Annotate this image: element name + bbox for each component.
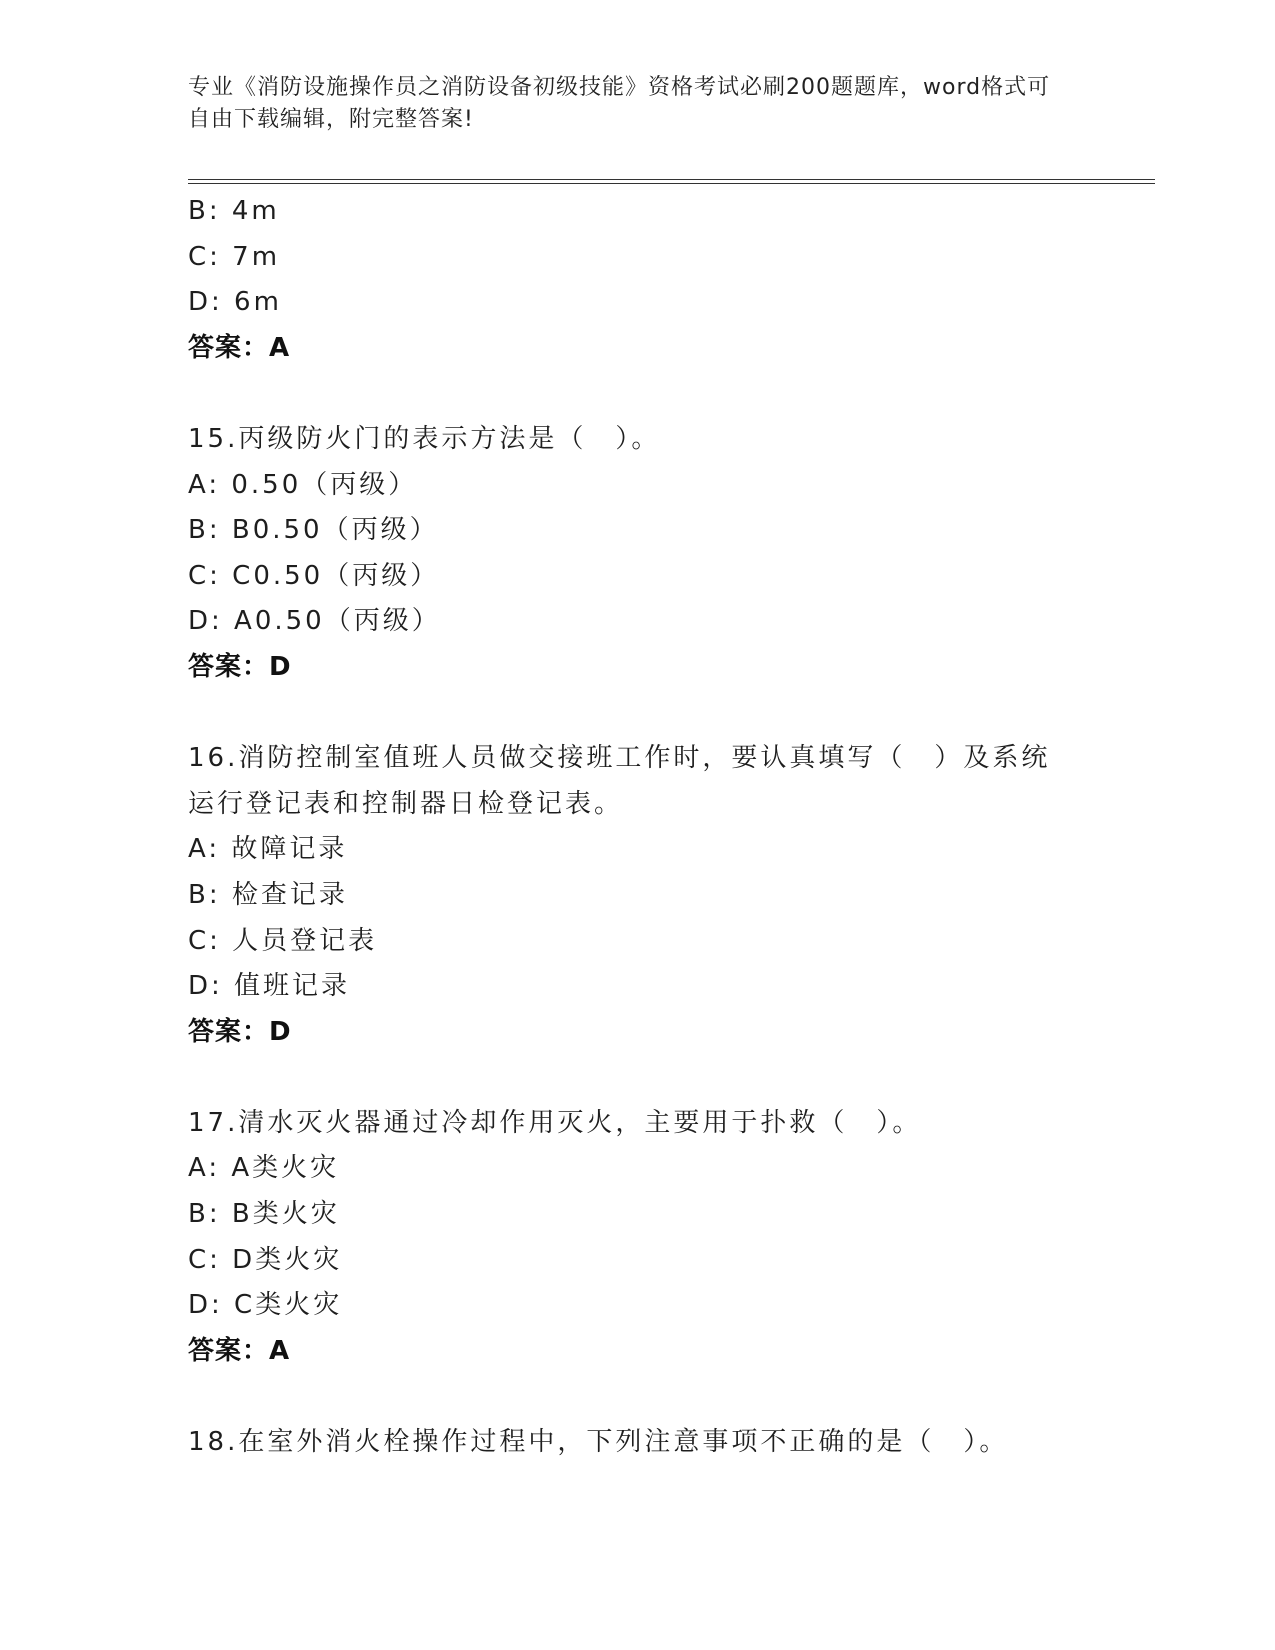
option-d: D: 6m [188, 287, 282, 318]
option-c: C: C0.50（丙级） [188, 560, 440, 591]
option-d: D: 值班记录 [188, 971, 351, 1002]
header-rule-bottom [188, 183, 1155, 184]
answer-line: 答案：D [188, 651, 292, 682]
question-text: 15.丙级防火门的表示方法是（ ）。 [188, 423, 661, 454]
option-b: B: B类火灾 [188, 1199, 340, 1230]
option-b: B: B0.50（丙级） [188, 515, 439, 546]
option-d: D: C类火灾 [188, 1290, 343, 1321]
option-c: C: D类火灾 [188, 1244, 343, 1275]
header-rule-top [188, 179, 1155, 180]
document-header: 专业《消防设施操作员之消防设备初级技能》资格考试必刷200题题库，word格式可自由下载编辑，附完整答案! [188, 75, 1051, 132]
question-text: 16.消防控制室值班人员做交接班工作时，要认真填写（ ）及系统运行登记表和控制器日检登记表。 [188, 743, 1051, 819]
option-b: B: 检查记录 [188, 879, 348, 910]
answer-line: 答案：D [188, 1016, 292, 1047]
option-b: B: 4m [188, 196, 280, 226]
question-text: 17.清水灭火器通过冷却作用灭火，主要用于扑救（ ）。 [188, 1107, 922, 1138]
answer-line: 答案：A [188, 1335, 291, 1366]
answer-line: 答案：A [188, 332, 291, 363]
option-a: A: 0.50（丙级） [188, 469, 418, 500]
option-a: A: 故障记录 [188, 834, 348, 865]
question-text: 18.在室外消火栓操作过程中，下列注意事项不正确的是（ ）。 [188, 1427, 1009, 1458]
option-a: A: A类火灾 [188, 1153, 340, 1184]
option-c: C: 7m [188, 241, 281, 272]
question-list [188, 189, 1088, 1466]
option-d: D: A0.50（丙级） [188, 606, 441, 637]
option-c: C: 人员登记表 [188, 925, 378, 956]
